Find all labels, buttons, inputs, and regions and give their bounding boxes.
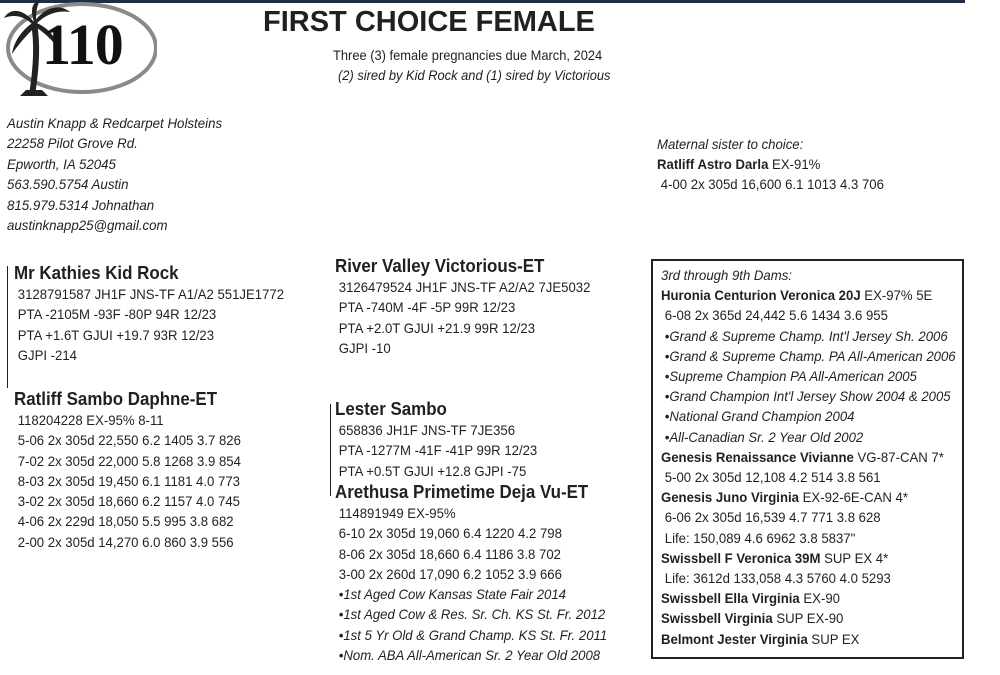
maternal-sister-classification: EX-91% xyxy=(772,156,821,172)
second-dam-record-1: 6-10 2x 305d 19,060 6.4 1220 4.2 798 xyxy=(338,525,562,542)
dam-record-3: 8-03 2x 305d 19,450 6.1 1181 4.0 773 xyxy=(17,472,240,489)
dam-4-name: Genesis Renaissance Vivianne xyxy=(661,448,854,465)
left-pedigree-line xyxy=(7,266,8,388)
second-dam-honor-2: •1st Aged Cow & Res. Sr. Ch. KS St. Fr. 2012 xyxy=(338,606,606,623)
dam-3-record: 6-08 2x 365d 24,442 5.6 1434 3.6 955 xyxy=(664,307,888,324)
consignor-city: Epworth, IA 52045 xyxy=(7,155,116,172)
sire-kid-rock-name: Mr Kathies Kid Rock xyxy=(14,263,179,283)
consignor-name: Austin Knapp & Redcarpet Holsteins xyxy=(7,115,223,131)
dams-sire-pta1: PTA -1277M -41F -41P 99R 12/23 xyxy=(338,442,538,459)
dam-record-1: 5-06 2x 305d 22,550 6.2 1405 3.7 826 xyxy=(17,432,241,449)
dams-box-heading: 3rd through 9th Dams: xyxy=(661,267,792,283)
dam-3-honor-4: •Grand Champion Int'l Jersey Show 2004 & 2005 xyxy=(664,388,951,405)
sire-kid-rock xyxy=(14,262,284,365)
dams-sire-name: Lester Sambo xyxy=(335,399,447,419)
dams-sire xyxy=(335,398,537,481)
second-dam xyxy=(335,481,607,665)
dam-record-2: 7-02 2x 305d 22,000 5.8 1268 3.9 854 xyxy=(17,452,241,469)
dam-3-honor-3: •Supreme Champion PA All-American 2005 xyxy=(664,368,917,385)
dams-sire-id: 658836 JH1F JNS-TF 7JE356 xyxy=(338,422,516,438)
consignor-phone-johnathan: 815.979.5314 Johnathan xyxy=(7,196,155,213)
subtitle-pregnancies: Three (3) female pregnancies due March, 2024 xyxy=(333,47,603,63)
consignor-street: 22258 Pilot Grove Rd. xyxy=(7,135,138,152)
dams-sire-pta2: PTA +0.5T GJUI +12.8 GJPI -75 xyxy=(338,462,527,479)
dam-3-name: Huronia Centurion Veronica 20J xyxy=(661,287,861,304)
dam-3-honor-1: •Grand & Supreme Champ. Int'l Jersey Sh. 2006 xyxy=(664,327,948,344)
dam-3-honor-6: •All-Canadian Sr. 2 Year Old 2002 xyxy=(664,428,864,445)
dam-3-class: EX-97% 5E xyxy=(864,287,933,304)
dam-5-class: EX-92-6E-CAN 4* xyxy=(802,489,908,506)
maternal-sister-name: Ratliff Astro Darla xyxy=(657,156,769,172)
dam-6-name: Swissbell F Veronica 39M xyxy=(661,549,821,566)
dam-8-class: SUP EX-90 xyxy=(776,610,844,627)
dam-9-class: SUP EX xyxy=(811,630,860,647)
dam-5-life: Life: 150,089 4.6 6962 3.8 5837" xyxy=(664,529,856,546)
sire-kid-rock-id: 3128791587 JH1F JNS-TF A1/A2 551JE1772 xyxy=(17,286,285,302)
second-dam-honor-4: •Nom. ABA All-American Sr. 2 Year Old 2008 xyxy=(338,647,601,664)
subtitle-sires: (2) sired by Kid Rock and (1) sired by Victorious xyxy=(338,67,611,83)
second-dam-name: Arethusa Primetime Deja Vu-ET xyxy=(335,482,589,502)
lot-number: 110 xyxy=(42,12,123,77)
sire-victorious-gjpi: GJPI -10 xyxy=(338,339,391,356)
dam-6-class: SUP EX 4* xyxy=(824,549,889,566)
consignor-phone-austin: 563.590.5754 Austin xyxy=(7,176,129,193)
dam-9-name: Belmont Jester Virginia xyxy=(661,630,808,647)
maternal-sister xyxy=(657,134,898,194)
consignor-email: austinknapp25@gmail.com xyxy=(7,217,168,234)
dam-4-record: 5-00 2x 305d 12,108 4.2 514 3.8 561 xyxy=(664,469,881,486)
dam-record-6: 2-00 2x 305d 14,270 6.0 860 3.9 556 xyxy=(17,533,234,550)
dam xyxy=(14,388,241,552)
sire-victorious xyxy=(335,255,590,358)
dam-record-4: 3-02 2x 305d 18,660 6.2 1157 4.0 745 xyxy=(17,493,240,510)
consignor-contact xyxy=(7,113,222,235)
sire-victorious-id: 3126479524 JH1F JNS-TF A2/A2 7JE5032 xyxy=(338,279,591,295)
second-dam-record-2: 8-06 2x 305d 18,660 6.4 1186 3.8 702 xyxy=(338,545,561,562)
maternal-sister-record: 4-00 2x 305d 16,600 6.1 1013 4.3 706 xyxy=(660,176,884,192)
sire-kid-rock-pta2: PTA +1.6T GJUI +19.7 93R 12/23 xyxy=(17,326,215,343)
sire-victorious-pta2: PTA +2.0T GJUI +21.9 99R 12/23 xyxy=(338,319,536,336)
dam-7-class: EX-90 xyxy=(803,590,840,607)
dam-name: Ratliff Sambo Daphne-ET xyxy=(14,389,218,409)
dam-5-record: 6-06 2x 305d 16,539 4.7 771 3.8 628 xyxy=(664,509,881,526)
dam-record-5: 4-06 2x 229d 18,050 5.5 995 3.8 682 xyxy=(17,513,234,530)
maternal-sister-label: Maternal sister to choice: xyxy=(657,136,804,152)
dam-id: 118204228 EX-95% 8-11 xyxy=(17,412,164,428)
dam-3-honor-5: •National Grand Champion 2004 xyxy=(664,408,855,425)
sire-kid-rock-pta1: PTA -2105M -93F -80P 94R 12/23 xyxy=(17,306,217,323)
second-dam-honor-3: •1st 5 Yr Old & Grand Champ. KS St. Fr. 2011 xyxy=(338,626,608,643)
second-dam-record-3: 3-00 2x 260d 17,090 6.2 1052 3.9 666 xyxy=(338,565,562,582)
sire-victorious-pta1: PTA -740M -4F -5P 99R 12/23 xyxy=(338,299,516,316)
dam-3-honor-2: •Grand & Supreme Champ. PA All-American 2006 xyxy=(664,347,956,364)
dam-5-name: Genesis Juno Virginia xyxy=(661,489,799,506)
dam-7-name: Swissbell Ella Virginia xyxy=(661,590,800,607)
dams-box xyxy=(661,265,956,649)
dam-6-life: Life: 3612d 133,058 4.3 5760 4.0 5293 xyxy=(664,570,891,587)
second-dam-id: 114891949 EX-95% xyxy=(338,505,456,521)
dam-4-class: VG-87-CAN 7* xyxy=(857,448,944,465)
dam-8-name: Swissbell Virginia xyxy=(661,610,773,627)
sire-victorious-name: River Valley Victorious-ET xyxy=(335,256,545,276)
middle-pedigree-line xyxy=(330,404,331,496)
sire-kid-rock-gjpi: GJPI -214 xyxy=(17,346,78,363)
page-title: FIRST CHOICE FEMALE xyxy=(263,6,595,38)
second-dam-honor-1: •1st Aged Cow Kansas State Fair 2014 xyxy=(338,586,567,603)
